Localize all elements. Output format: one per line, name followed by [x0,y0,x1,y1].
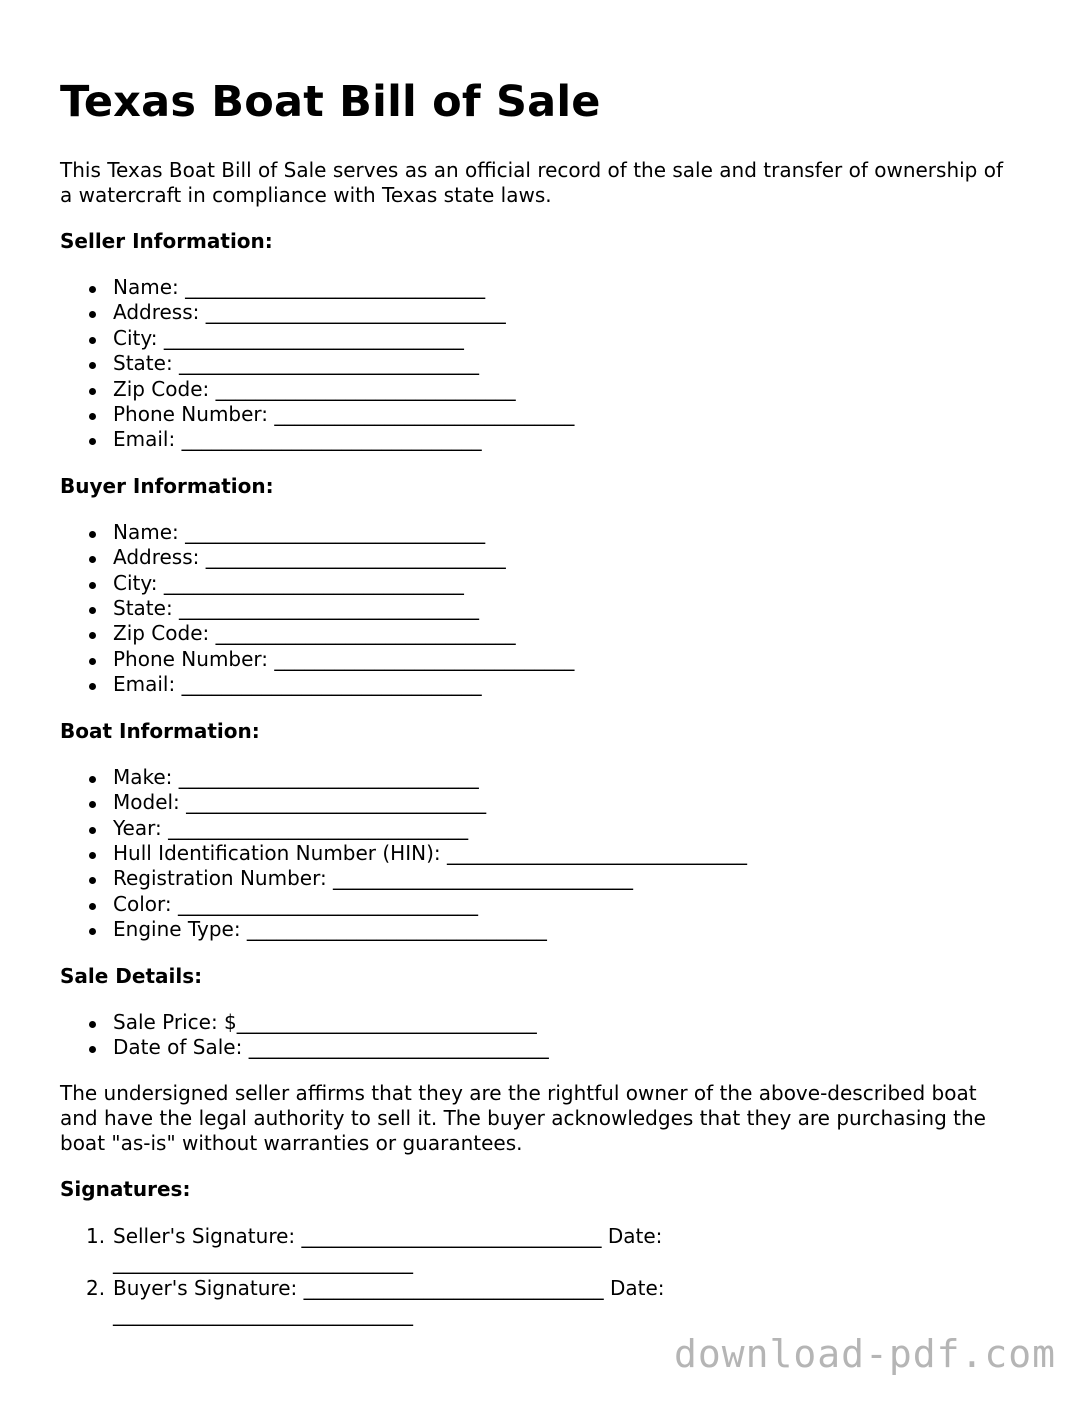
document-title: Texas Boat Bill of Sale [60,77,601,127]
sale-heading: Sale Details: [60,963,203,988]
watermark: download-pdf.com [673,1332,1056,1376]
boat-fields-list [60,765,1020,943]
seller-email-field: Email: ______________________________ [60,427,1020,452]
buyer-name-field: Name: ______________________________ [60,520,1020,545]
boat-model-field: Model: ______________________________ [60,790,1020,815]
document-page [60,72,1020,1327]
seller-fields-list [60,275,1020,453]
signatures-list [60,1223,1020,1327]
buyer-city-field: City: ______________________________ [60,571,1020,596]
seller-zip-field: Zip Code: ______________________________ [60,377,1020,402]
signature-text: Seller's Signature: ______________________________ Date: ______________________________ [113,1224,663,1275]
list-number: 2. [86,1276,106,1301]
buyer-phone-field: Phone Number: ______________________________ [60,647,1020,672]
boat-engine-field: Engine Type: ______________________________ [60,917,1020,942]
buyer-signature-line [60,1275,803,1327]
affirmation-paragraph: The undersigned seller affirms that they are the rightful owner of the above-described boat and have the legal authority to sell it. The buyer acknowledges that they are purchasing the boat "as-is" without warranties or guarantees. [60,1081,986,1156]
buyer-address-field: Address: ______________________________ [60,545,1020,570]
sale-price-field: Sale Price: $______________________________ [60,1010,1020,1035]
boat-hin-field: Hull Identification Number (HIN): ______________________________ [60,841,1020,866]
list-number: 1. [86,1224,106,1249]
boat-color-field: Color: ______________________________ [60,892,1020,917]
seller-signature-line [60,1223,803,1275]
seller-state-field: State: ______________________________ [60,351,1020,376]
buyer-email-field: Email: ______________________________ [60,672,1020,697]
signatures-heading: Signatures: [60,1177,191,1202]
boat-year-field: Year: ______________________________ [60,816,1020,841]
boat-make-field: Make: ______________________________ [60,765,1020,790]
sale-fields-list [60,1010,1020,1061]
buyer-heading: Buyer Information: [60,473,274,498]
intro-paragraph: This Texas Boat Bill of Sale serves as an official record of the sale and transfer of ownership of a watercraft in compliance with Texas state laws. [60,158,1004,207]
boat-heading: Boat Information: [60,718,260,743]
seller-address-field: Address: ______________________________ [60,300,1020,325]
boat-registration-field: Registration Number: ______________________________ [60,866,1020,891]
sale-date-field: Date of Sale: ______________________________ [60,1035,1020,1060]
seller-city-field: City: ______________________________ [60,326,1020,351]
seller-phone-field: Phone Number: ______________________________ [60,402,1020,427]
buyer-zip-field: Zip Code: ______________________________ [60,621,1020,646]
signature-text: Buyer's Signature: ______________________________ Date: ______________________________ [113,1276,665,1327]
buyer-fields-list [60,520,1020,698]
seller-name-field: Name: ______________________________ [60,275,1020,300]
seller-heading: Seller Information: [60,229,273,253]
buyer-state-field: State: ______________________________ [60,596,1020,621]
